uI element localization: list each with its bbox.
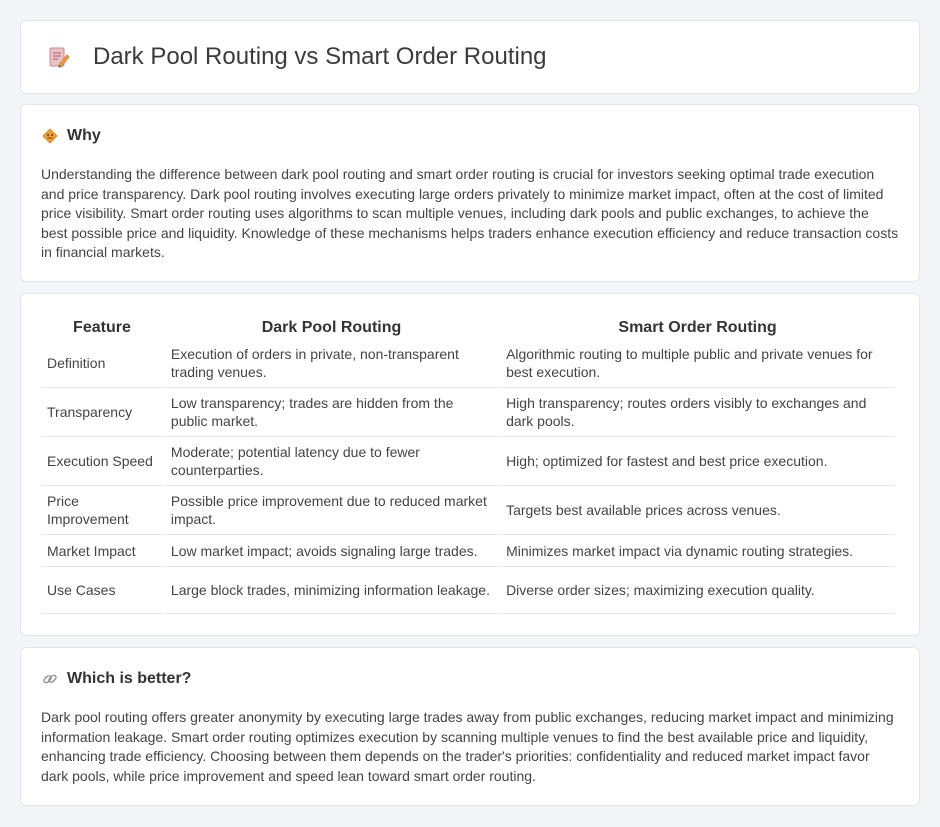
header-feature: Feature [73, 319, 131, 336]
smart-order-cell: Minimizes market impact via dynamic routing strategies. [500, 535, 895, 567]
feature-cell: Price Improvement [41, 486, 163, 535]
why-title: Why [67, 127, 101, 144]
why-header [41, 127, 899, 145]
smart-order-cell: Diverse order sizes; maximizing execution quality. [500, 567, 895, 614]
dark-pool-cell: Low market impact; avoids signaling large trades. [165, 535, 498, 567]
feature-cell: Transparency [41, 388, 163, 437]
table-row [41, 388, 895, 437]
better-text: Dark pool routing offers greater anonymity by executing large trades away from public exchanges, reducing market impact and minimizing information leakage. Smart order routing optimizes execution by scanning multiple venues to find the best available price and liquidity, enhancing trade efficiency. Choosing between them depends on the trader's priorities: confidentiality and reduced market impact favor dark pools, while price improvement and speed lean toward smart order routing. [41, 709, 894, 784]
better-title: Which is better? [67, 670, 192, 687]
link-icon [41, 670, 59, 688]
document-pencil-icon [45, 43, 73, 71]
dark-pool-cell: Execution of orders in private, non-transparent trading venues. [165, 339, 498, 388]
comparison-section [20, 293, 920, 636]
why-section [20, 104, 920, 282]
table-row [41, 567, 895, 614]
title-card [20, 20, 920, 94]
dark-pool-cell: Low transparency; trades are hidden from the public market. [165, 388, 498, 437]
smart-order-cell: Targets best available prices across venues. [500, 486, 895, 535]
header-dark-pool: Dark Pool Routing [261, 319, 402, 336]
table-row [41, 437, 895, 486]
dark-pool-cell: Moderate; potential latency due to fewer counterparties. [165, 437, 498, 486]
smart-order-cell: High transparency; routes orders visibly to exchanges and dark pools. [500, 388, 895, 437]
dark-pool-cell: Possible price improvement due to reduced market impact. [165, 486, 498, 535]
table-row [41, 486, 895, 535]
table-row [41, 535, 895, 567]
page-title: Dark Pool Routing vs Smart Order Routing [93, 43, 547, 70]
comparison-table [39, 314, 897, 614]
feature-cell: Market Impact [41, 535, 163, 567]
dark-pool-cell: Large block trades, minimizing information leakage. [165, 567, 498, 614]
feature-cell: Execution Speed [41, 437, 163, 486]
which-better-section [20, 647, 920, 806]
feature-cell: Use Cases [41, 567, 163, 614]
better-header [41, 670, 899, 688]
why-text: Understanding the difference between dark pool routing and smart order routing is crucial for investors seeking optimal trade execution and price transparency. Dark pool routing involves executing large orders privately to minimize market impact, often at the cost of limited price visibility. Smart order routing uses algorithms to scan multiple venues, including dark pools and public exchanges, to achieve the best possible price and liquidity. Knowledge of these mechanisms helps traders enhance execution efficiency and reduce transaction costs in financial markets. [41, 166, 899, 260]
table-header-row [41, 314, 895, 339]
table-row [41, 339, 895, 388]
diamond-sign-icon [41, 127, 59, 145]
feature-cell: Definition [41, 339, 163, 388]
smart-order-cell: Algorithmic routing to multiple public and private venues for best execution. [500, 339, 895, 388]
header-smart-order: Smart Order Routing [618, 319, 777, 336]
smart-order-cell: High; optimized for fastest and best price execution. [500, 437, 895, 486]
